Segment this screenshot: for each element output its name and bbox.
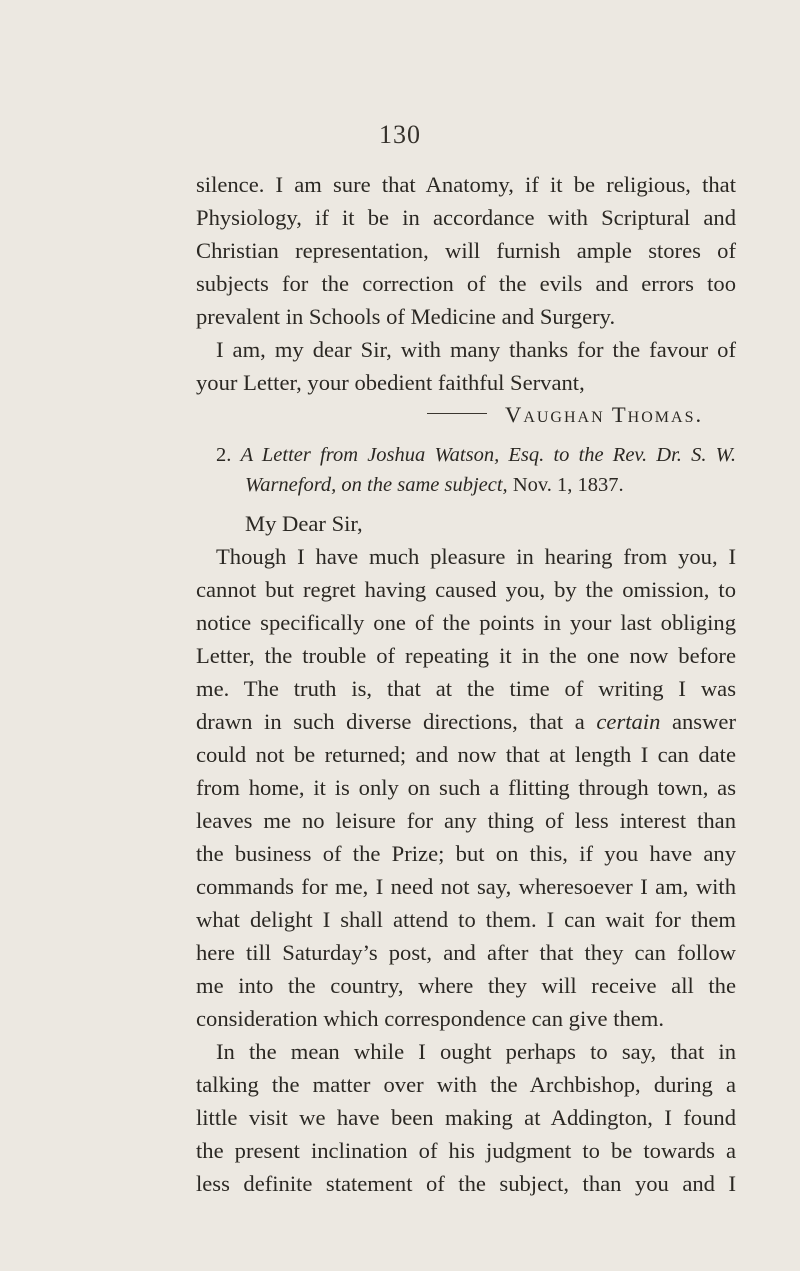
heading-title: A Letter from Joshua Watson, Esq. to the Rev. Dr. S. W.: [240, 444, 736, 466]
text-line: notice specifically one of the points in your last obliging: [196, 610, 736, 635]
signature: Vaughan Thomas.: [505, 402, 704, 427]
text-line: the present inclination of his judgment to be towards a: [196, 1138, 736, 1163]
text-line: me into the country, where they will receive all the: [196, 973, 736, 998]
salutation: My Dear Sir,: [245, 511, 363, 536]
page-number: 130: [379, 120, 421, 149]
text-line: Though I have much pleasure in hearing from you, I: [216, 544, 736, 569]
closing-line: your Letter, your obedient faithful Servant,: [196, 370, 585, 395]
text-segment: answer: [671, 709, 736, 734]
text-line: Letter, the trouble of repeating it in the one now before: [196, 643, 736, 668]
text-line: Christian representation, will furnish ample stores of: [196, 238, 736, 263]
text-line: talking the matter over with the Archbishop, during a: [196, 1072, 736, 1097]
heading-date: Nov. 1, 1837.: [512, 474, 624, 496]
emphasis: certain: [596, 709, 661, 734]
text-line: consideration which correspondence can give them.: [196, 1006, 665, 1031]
text-line: In the mean while I ought perhaps to say, that in: [216, 1039, 736, 1064]
text-line: commands for me, I need not say, wheresoever I am, with: [196, 874, 736, 899]
letter-heading-continued: [245, 469, 624, 501]
text-line: little visit we have been making at Addington, I found: [196, 1105, 736, 1130]
text-line: [196, 706, 736, 738]
text-line: Physiology, if it be in accordance with Scriptural and: [196, 205, 736, 230]
text-line: subjects for the correction of the evils and errors too: [196, 271, 736, 296]
section-divider: [427, 413, 487, 414]
text-line: less definite statement of the subject, than you and I: [196, 1171, 736, 1196]
text-line: from home, it is only on such a flitting through town, as: [196, 775, 736, 800]
text-line: cannot but regret having caused you, by the omission, to: [196, 577, 736, 602]
text-line: here till Saturday’s post, and after that they can follow: [196, 940, 736, 965]
text-line: prevalent in Schools of Medicine and Surgery.: [196, 304, 616, 329]
heading-title-continued: Warneford, on the same subject,: [245, 474, 508, 496]
closing-line: I am, my dear Sir, with many thanks for the favour of: [216, 337, 736, 362]
text-line: could not be returned; and now that at length I can date: [196, 742, 736, 767]
heading-number: 2.: [216, 444, 232, 466]
text-line: me. The truth is, that at the time of writing I was: [196, 676, 736, 701]
text-line: what delight I shall attend to them. I can wait for them: [196, 907, 736, 932]
text-segment: drawn in such diverse directions, that a: [196, 709, 585, 734]
text-line: the business of the Prize; but on this, if you have any: [196, 841, 736, 866]
text-line: silence. I am sure that Anatomy, if it be religious, that: [196, 172, 736, 197]
letter-heading: [216, 439, 736, 471]
text-line: leaves me no leisure for any thing of less interest than: [196, 808, 736, 833]
